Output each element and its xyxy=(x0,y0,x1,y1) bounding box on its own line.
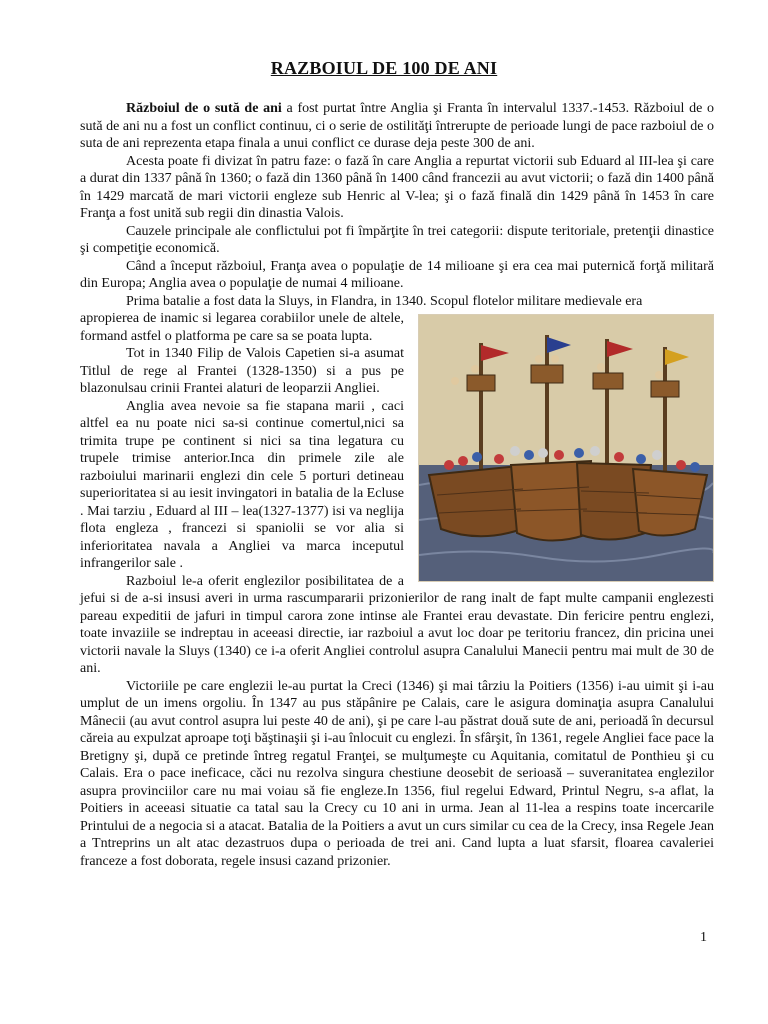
naval-battle-figure xyxy=(418,314,714,582)
paragraph-sluys-lead: Prima batalie a fost data la Sluys, in Flandra, in 1340. Scopul flotelor militare medievale era xyxy=(126,293,643,309)
document-body xyxy=(80,100,714,870)
paragraph-victories: Victoriile pe care englezii le-au purtat la Creci (1346) şi mai târziu la Poitiers (1356) i-au uimit şi i-au umplut de un imens orgoliu. În 1347 au pus stăpânire pe Calais, care le asigura dominaţia asupra Canalului Mânecii (au avut control asupra lui peste 40 de ani), şi pe care l-au păstrat două sute de ani, perioadă în decursul căreia au expulzat aproape toţi băştinaşii şi i-au înlocuit cu englezi. În sfârşit, în 1361, regele Angliei face pace la Bretigny şi, după ce pretinde întreg regatul Franţei, se mulţumeşte cu Aquitania, comitatul de Ponthieu şi cu Calais. Era o pace ineficace, căci nu rezolva singura chestiune deosebit de serioasă – suveranitatea englezilor asupra provinciilor care nu mai voiau să fie engleze.In 1356, fiul regelui Edward, Printul Negru, s-a aflat, la Poitiers in aceeasi situatie ca tatal sau la Crecy cu 10 ani in urma. Jean al 11-lea a respins toate incercarile Printului de a negocia si a atacat. Batalia de la Poitiers a avut un curs similar cu cea de la Crecy, insa Regele Jean a Tntreprins un alt atac dezastruos dupa o perioada de trei ani. Cand lupta a luat sfarsit, floarea cavaleriei franceze a fost doborata, regele insusi cazand prizonier. xyxy=(80,678,714,869)
paragraph-causes: Cauzele principale ale conflictului pot fi împărţite în trei categorii: dispute teritoriale, pretenţii dinastice şi competiţie economică. xyxy=(80,223,714,256)
paragraph-sluys: apropierea de inamic si legarea corabiilor unele de altele, formand astfel o platforma pe care sa se poata lupta. xyxy=(80,311,404,344)
paragraph-intro xyxy=(80,100,714,153)
figure-wrapper xyxy=(418,314,714,582)
paragraph-phases: Acesta poate fi divizat în patru faze: o fază în care Anglia a repurtat victorii sub Eduard al III-lea şi care a durat din 1337 până în 1360; o fază din 1360 până în 1400 când francezii au avut victorii; o fază din 1400 până în 1429 marcată de mari victorii engleze sub Henric al V-lea; şi o fază finală din 1429 până în 1453 în care Franţa a fost unită sub regii din dinastia Valois. xyxy=(80,153,714,221)
paragraph-valois: Tot in 1340 Filip de Valois Capetien si-a asumat Titlul de rege al Frantei (1328-1350) si a pus pe blazonulsau crinii Frantei alaturi de leoparzii Angliei. xyxy=(80,346,404,396)
paragraph-navy: Anglia avea nevoie sa fie stapana marii , caci altfel ea nu poate nici sa-si continue comertul,nici sa trimita trupe pe continent si nici sa tina legatura cu trupele trimise anterior.Inca din primele zile ale razboiului marinarii englezi din cele 5 porturi detineau superioritatea si au iesit invingatori in batalia de la Ecluse . Mai tarziu , Eduard al III – lea(1327-1377) isi va neglija flota engleza , francezi si spaniolii se vor alia si inferioritatea navala a Angliei va marca inceputul infrangerilor sale . xyxy=(80,398,404,571)
paragraph-intro-text: a fost purtat între Anglia şi Franta în intervalul 1337.-1453. Războiul de o sută de ani nu a fost un conflict continuu, ci o serie de ostilităţi întrerupte de perioade lungi de pace razboiul de o suta de ani reprezenta etapa finala a unui conflict ce durase deja peste 300 de ani. xyxy=(80,101,714,151)
medieval-naval-battle-icon xyxy=(419,315,713,581)
paragraph-plunder: Razboiul le-a oferit englezilor posibilitatea de a jefui si de a-si insusi averi in urma rascumpararii prizonierilor de rang inalt de fapt multe campanii englezesti pareau expeditii de jafuri in timpul carora zone intinse ale Frantei erau devastate. Din fericire pentru englezi, toate invaziile se indreptau in aceeasi directie, iar razboiul a avut loc doar pe teritoriu francez, din pricina unei victorii navale la Sluys (1340) ce i-a oferit Angliei controlul asupra Canalului Manecii pentru mai mult de 30 de ani. xyxy=(80,573,714,676)
paragraph-population: Când a început războiul, Franţa avea o populaţie de 14 milioane şi era cea mai puternică forţă militară din Europa; Anglia avea o populaţie de numai 4 milioane. xyxy=(80,258,714,291)
page-number: 1 xyxy=(700,930,707,945)
paragraph-intro-bold: Războiul de o sută de ani xyxy=(126,101,282,116)
page-title: RAZBOIUL DE 100 DE ANI xyxy=(270,58,498,78)
